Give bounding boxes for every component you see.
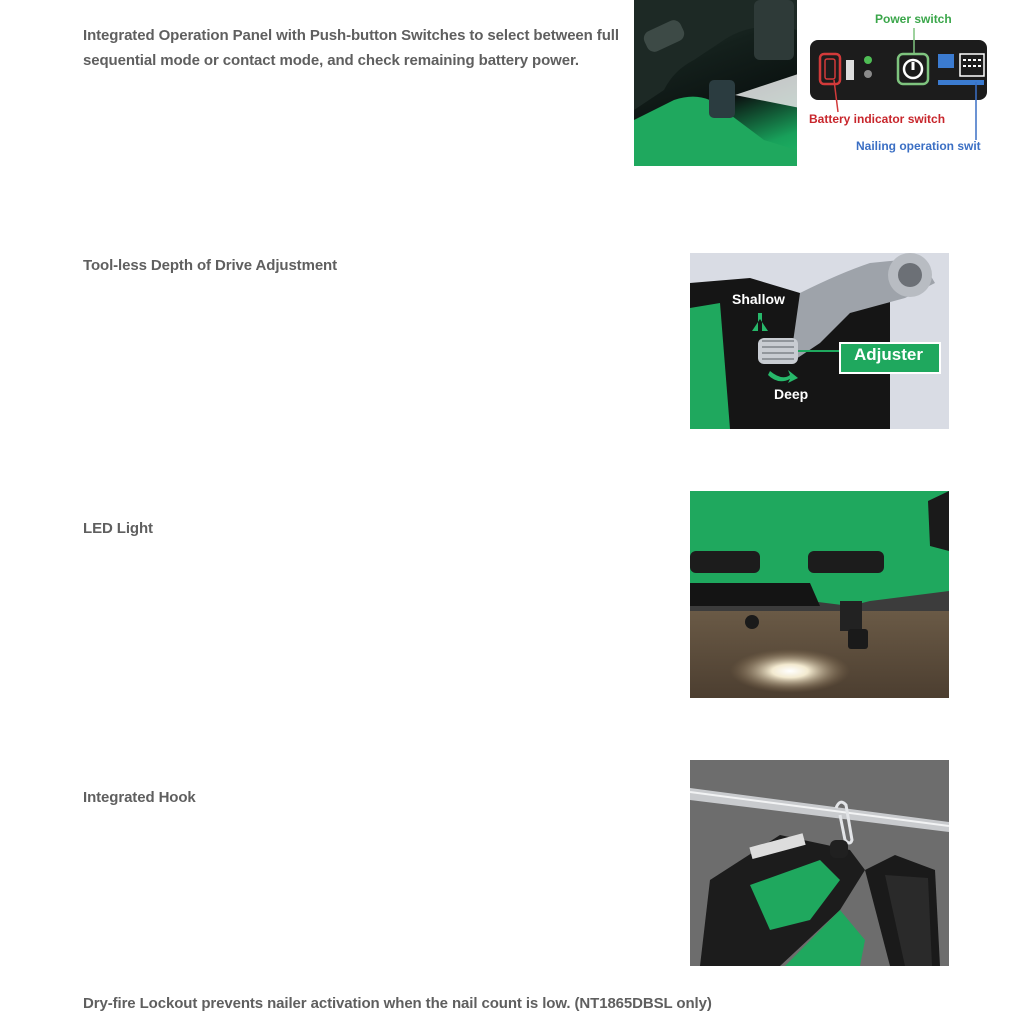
operation-panel-image <box>634 0 987 166</box>
led-light-graphic <box>690 491 949 698</box>
feature-dry-fire-lockout-text: Dry-fire Lockout prevents nailer activation when the nail count is low. (NT1865DBSL only) <box>83 995 712 1012</box>
feature-integrated-hook-text: Integrated Hook <box>83 789 196 806</box>
adjuster-label: Adjuster <box>854 345 923 364</box>
nailing-operation-label: Nailing operation swit <box>856 139 981 153</box>
feature-depth-adjust-text: Tool-less Depth of Drive Adjustment <box>83 257 338 274</box>
depth-adjuster-graphic <box>690 253 949 429</box>
feature-operation-panel-text: Integrated Operation Panel with Push-button Switches to select between full sequential mode or contact mode, and check remaining battery power. <box>83 27 619 69</box>
shallow-label: Shallow <box>732 291 785 307</box>
battery-indicator-label: Battery indicator switch <box>809 112 946 126</box>
integrated-hook-image <box>690 760 949 966</box>
depth-adjuster-image <box>690 253 949 429</box>
feature-led-light-text: LED Light <box>83 520 153 537</box>
deep-label: Deep <box>774 386 809 402</box>
led-light-image <box>690 491 949 698</box>
power-switch-label: Power switch <box>875 12 952 26</box>
integrated-hook-graphic <box>690 760 949 966</box>
